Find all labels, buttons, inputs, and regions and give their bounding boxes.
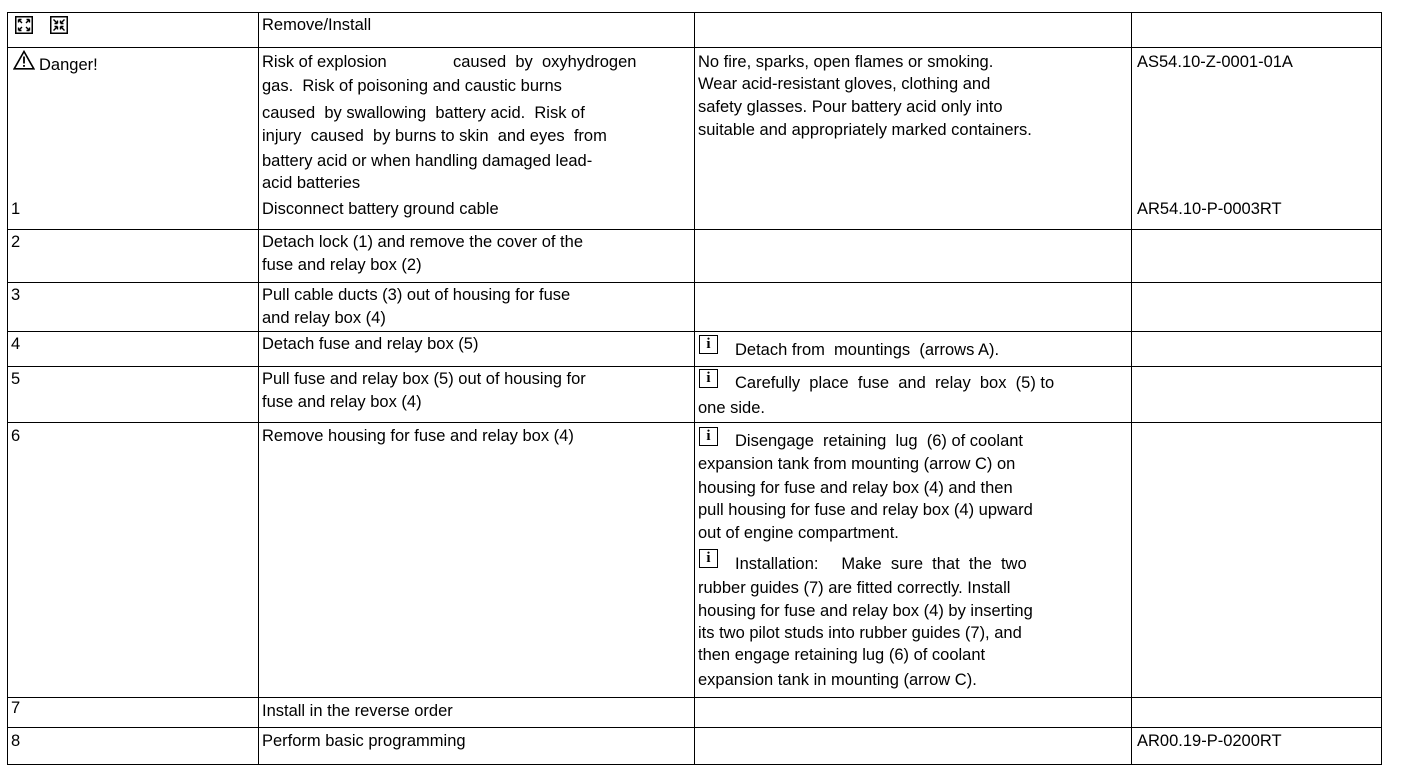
risk-text: acid batteries (262, 174, 361, 192)
risk-text: battery acid or when handling damaged lead- (262, 152, 593, 170)
note-text: out of engine compartment. (698, 524, 899, 542)
step-text: Pull cable ducts (3) out of housing for fuse (262, 286, 571, 304)
step-number: 8 (11, 732, 21, 750)
step-text: Remove housing for fuse and relay box (4) (262, 427, 574, 445)
section-title: Remove/Install (262, 16, 372, 34)
step-text: and relay box (4) (262, 309, 386, 327)
safety-measure-text: Wear acid-resistant gloves, clothing and (698, 75, 991, 93)
expand-icon[interactable] (15, 16, 33, 34)
step-text: Perform basic programming (262, 732, 466, 750)
note-text: Disengage retaining lug (6) of coolant (735, 432, 1024, 450)
column-divider (1381, 12, 1382, 765)
collapse-icon[interactable] (50, 16, 68, 34)
step-text: Install in the reverse order (262, 702, 453, 720)
note-text: Carefully place fuse and relay box (5) to (735, 374, 1055, 392)
reference-link[interactable]: AR00.19-P-0200RT (1137, 732, 1282, 750)
note-text: pull housing for fuse and relay box (4) upward (698, 501, 1033, 519)
step-number: 6 (11, 427, 21, 445)
note-text: housing for fuse and relay box (4) by inserting (698, 602, 1033, 620)
step-number: 7 (11, 699, 21, 717)
reference-link[interactable]: AS54.10-Z-0001-01A (1137, 53, 1293, 71)
warning-triangle-icon (13, 50, 35, 70)
note-text: rubber guides (7) are fitted correctly. Install (698, 579, 1011, 597)
step-number: 5 (11, 370, 21, 388)
info-icon: i (699, 335, 718, 354)
note-text: one side. (698, 399, 765, 417)
note-text: then engage retaining lug (6) of coolant (698, 646, 986, 664)
risk-text: Risk of explosion (262, 53, 387, 71)
reference-link[interactable]: AR54.10-P-0003RT (1137, 200, 1282, 218)
step-number: 3 (11, 286, 21, 304)
step-number: 1 (11, 200, 21, 218)
note-text: Detach from mountings (arrows A). (735, 341, 1000, 359)
info-icon: i (699, 427, 718, 446)
note-text: expansion tank from mounting (arrow C) on (698, 455, 1016, 473)
info-icon: i (699, 549, 718, 568)
risk-text: gas. Risk of poisoning and caustic burns (262, 77, 562, 95)
note-text: expansion tank in mounting (arrow C). (698, 671, 977, 689)
safety-measure-text: safety glasses. Pour battery acid only into (698, 98, 1003, 116)
note-text: Installation: Make sure that the two (735, 555, 1027, 573)
info-icon: i (699, 369, 718, 388)
danger-label: Danger! (39, 56, 98, 74)
step-text: Disconnect battery ground cable (262, 200, 499, 218)
safety-measure-text: No fire, sparks, open flames or smoking. (698, 53, 994, 71)
risk-text: caused by oxyhydrogen (453, 53, 637, 71)
step-text: fuse and relay box (4) (262, 393, 422, 411)
risk-text: caused by swallowing battery acid. Risk of (262, 104, 585, 122)
step-number: 4 (11, 335, 21, 353)
step-text: fuse and relay box (2) (262, 256, 422, 274)
note-text: its two pilot studs into rubber guides (7), and (698, 624, 1022, 642)
note-text: housing for fuse and relay box (4) and then (698, 479, 1013, 497)
column-divider (258, 12, 259, 765)
step-text: Detach lock (1) and remove the cover of the (262, 233, 583, 251)
safety-measure-text: suitable and appropriately marked containers. (698, 121, 1032, 139)
column-divider (694, 12, 695, 765)
step-text: Pull fuse and relay box (5) out of housing for (262, 370, 586, 388)
step-number: 2 (11, 233, 21, 251)
risk-text: injury caused by burns to skin and eyes from (262, 127, 607, 145)
step-text: Detach fuse and relay box (5) (262, 335, 479, 353)
column-divider (7, 12, 8, 765)
column-divider (1131, 12, 1132, 765)
